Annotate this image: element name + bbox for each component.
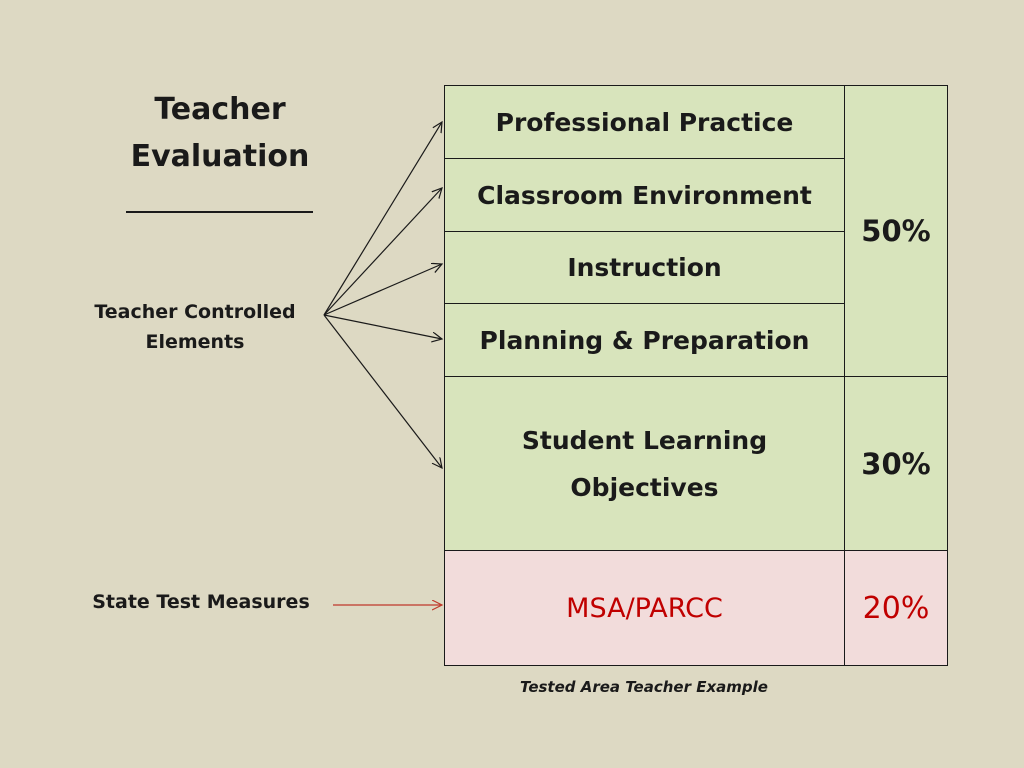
weight-30-value: 30% [861, 447, 931, 481]
arrow-to-student-learning-objectives [324, 315, 442, 468]
title-line-2: Evaluation [130, 139, 310, 174]
arrow-to-professional-practice [324, 122, 442, 315]
title-underline [126, 211, 313, 213]
arrow-to-instruction [324, 264, 442, 315]
slide-title [100, 86, 340, 180]
teacher-controlled-label [90, 297, 300, 357]
slo-line-2: Objectives [570, 472, 719, 502]
title-line-1: Teacher [154, 92, 286, 127]
row-msa-parcc: MSA/PARCC [444, 550, 845, 666]
weight-50-value: 50% [861, 214, 931, 248]
row-professional-practice: Professional Practice [444, 85, 845, 159]
teacher-controlled-line-1: Teacher Controlled [94, 301, 296, 323]
row-planning-preparation: Planning & Preparation [444, 303, 845, 377]
row-student-learning-objectives [444, 376, 845, 551]
arrow-to-planning-preparation [324, 315, 442, 339]
weight-20-percent: 20% [844, 550, 948, 666]
arrow-to-classroom-environment [324, 188, 442, 315]
slo-line-1: Student Learning [521, 425, 768, 455]
row-classroom-environment: Classroom Environment [444, 158, 845, 232]
weight-50-percent [844, 85, 948, 377]
state-test-label: State Test Measures [92, 591, 310, 613]
row-instruction: Instruction [444, 231, 845, 304]
teacher-controlled-line-2: Elements [145, 331, 245, 353]
table-caption: Tested Area Teacher Example [520, 678, 768, 696]
weight-30-percent [844, 376, 948, 551]
